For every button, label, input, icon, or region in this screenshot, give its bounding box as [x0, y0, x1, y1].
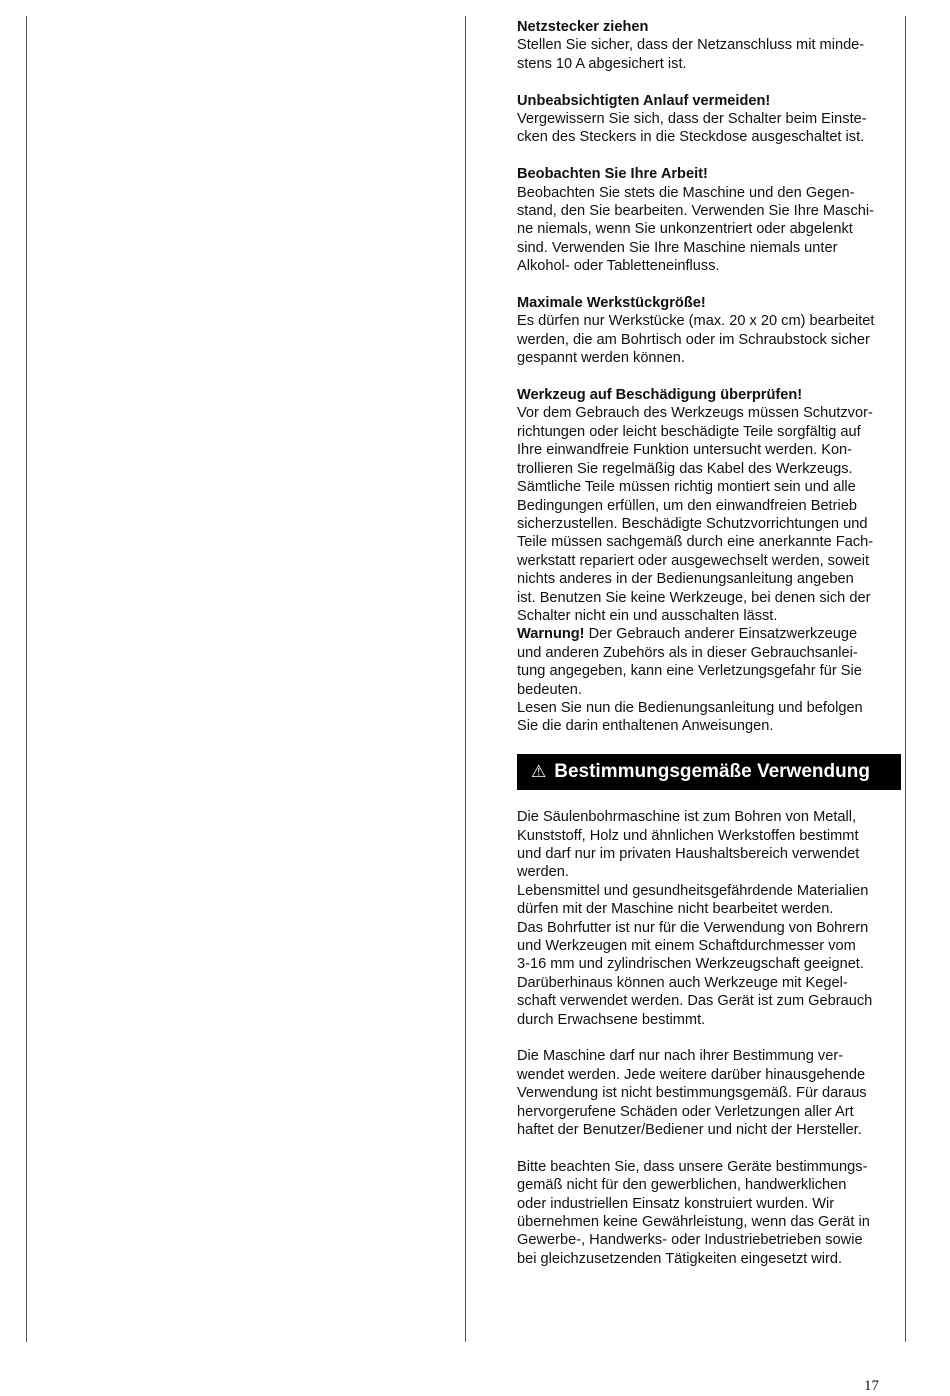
text-line: hervorgerufene Schäden oder Verletzungen aller Art: [517, 1103, 854, 1120]
text-line: werkstatt repariert oder ausgewechselt werden, soweit: [517, 552, 870, 569]
text-line: Bedingungen erfüllen, um den einwandfreien Betrieb: [517, 497, 857, 514]
usage-text: [517, 808, 902, 1029]
text-line: Sie die darin enthaltenen Anweisungen.: [517, 718, 774, 735]
text-line: Es dürfen nur Werkstücke (max. 20 x 20 cm) bearbeitet: [517, 313, 875, 330]
text-line: dürfen mit der Maschine nicht bearbeitet werden.: [517, 901, 834, 918]
text-line: sind. Verwenden Sie Ihre Maschine niemals unter: [517, 239, 838, 256]
text-line: übernehmen keine Gewährleistung, wenn das Gerät in: [517, 1214, 870, 1231]
text-line: Bitte beachten Sie, dass unsere Geräte bestimmungs-: [517, 1158, 868, 1175]
text-line: Gewerbe-, Handwerks- oder Industriebetrieben sowie: [517, 1232, 863, 1249]
text-line: Sämtliche Teile müssen richtig montiert sein und alle: [517, 479, 856, 496]
section-title: Bestimmungsgemäße Verwendung: [554, 760, 870, 782]
right-margin-rule: [905, 16, 906, 1342]
text-line: ne niemals, wenn Sie unkonzentriert oder abgelenkt: [517, 221, 853, 238]
text-line: werden, die am Bohrtisch oder im Schraubstock sicher: [517, 331, 870, 348]
warning-triangle-icon: ⚠: [531, 761, 547, 781]
text-line: Vor dem Gebrauch des Werkzeugs müssen Schutzvor-: [517, 405, 873, 422]
text-line: Beobachten Sie stets die Maschine und den Gegen-: [517, 184, 855, 201]
text-line: Stellen Sie sicher, dass der Netzanschluss mit minde-: [517, 37, 865, 54]
text-line: und anderen Zubehörs als in dieser Gebrauchsanlei-: [517, 644, 858, 661]
safety-block-werkstueck: [517, 294, 902, 368]
safety-heading: Beobachten Sie Ihre Arbeit!: [517, 166, 708, 183]
text-line: bei gleichzusetzenden Tätigkeiten eingesetzt wird.: [517, 1250, 843, 1267]
usage-paragraph-1: [517, 808, 902, 1029]
text-line: Ihre einwandfreie Funktion untersucht werden. Kon-: [517, 442, 853, 459]
text-line: und darf nur im privaten Haushaltsbereich verwendet: [517, 845, 860, 862]
text-line: bedeuten.: [517, 681, 582, 698]
text-line: Vergewissern Sie sich, dass der Schalter beim Einste-: [517, 111, 867, 128]
text-line: cken des Steckers in die Steckdose ausgeschaltet ist.: [517, 129, 865, 146]
text-line: stens 10 A abgesichert ist.: [517, 55, 687, 72]
text-line: Das Bohrfutter ist nur für die Verwendung von Bohrern: [517, 919, 869, 936]
section-title-banner: [517, 754, 901, 790]
text-line: Alkohol- oder Tabletteneinfluss.: [517, 258, 720, 275]
safety-heading: Netzstecker ziehen: [517, 19, 649, 35]
text-line: werden.: [517, 864, 569, 881]
safety-block-werkzeug: [517, 386, 902, 736]
warning-line: [517, 625, 902, 643]
text-line: richtungen oder leicht beschädigte Teile sorgfältig auf: [517, 423, 861, 440]
text-line: Lesen Sie nun die Bedienungsanleitung und befolgen: [517, 699, 863, 716]
page-number: 17: [864, 1378, 879, 1394]
text-line: Darüberhinaus können auch Werkzeuge mit Kegel-: [517, 974, 848, 991]
text-line: Verwendung ist nicht bestimmungsgemäß. Für daraus: [517, 1085, 867, 1102]
text-line: Schalter nicht ein und ausschalten lässt.: [517, 607, 778, 624]
text-line: stand, den Sie bearbeiten. Verwenden Sie Ihre Maschi-: [517, 203, 874, 220]
text-line: Kunststoff, Holz und ähnlichen Werkstoffen bestimmt: [517, 827, 859, 844]
text-line: ist. Benutzen Sie keine Werkzeuge, bei denen sich der: [517, 589, 871, 606]
safety-heading: Maximale Werkstückgröße!: [517, 295, 706, 312]
safety-text: [517, 36, 902, 73]
text-line: Teile müssen sachgemäß durch eine anerkannte Fach-: [517, 534, 874, 551]
safety-text: [517, 404, 902, 735]
safety-heading: Unbeabsichtigten Anlauf vermeiden!: [517, 92, 771, 109]
text-line: wendet werden. Jede weitere darüber hinausgehende: [517, 1066, 866, 1083]
usage-paragraph-2: [517, 1047, 902, 1139]
text-line: gemäß nicht für den gewerblichen, handwerklichen: [517, 1177, 847, 1194]
safety-text: [517, 184, 902, 276]
safety-text: [517, 110, 902, 147]
text-line: durch Erwachsene bestimmt.: [517, 1011, 706, 1028]
safety-text: [517, 312, 902, 367]
text-line: trollieren Sie regelmäßig das Kabel des Werkzeugs.: [517, 460, 853, 477]
right-text-column: [517, 18, 902, 1287]
safety-block-netzstecker: [517, 18, 902, 73]
text-line: 3-16 mm und zylindrischen Werkzeugschaft geeignet.: [517, 956, 864, 973]
safety-heading: Werkzeug auf Beschädigung überprüfen!: [517, 387, 803, 404]
usage-paragraph-3: [517, 1158, 902, 1268]
warning-label: Warnung!: [517, 626, 585, 643]
usage-text: [517, 1047, 902, 1139]
text-line: Der Gebrauch anderer Einsatzwerkzeuge: [584, 626, 858, 643]
text-line: nichts anderes in der Bedienungsanleitung angeben: [517, 571, 854, 588]
text-line: oder industriellen Einsatz konstruiert wurden. Wir: [517, 1195, 835, 1212]
usage-text: [517, 1158, 902, 1268]
text-line: schaft verwendet werden. Das Gerät ist zum Gebrauch: [517, 993, 873, 1010]
left-margin-rule: [26, 16, 27, 1342]
text-line: Die Säulenbohrmaschine ist zum Bohren von Metall,: [517, 809, 857, 826]
text-line: gespannt werden können.: [517, 350, 685, 367]
column-divider-rule: [465, 16, 466, 1342]
text-line: Lebensmittel und gesundheitsgefährdende Materialien: [517, 882, 869, 899]
safety-block-arbeit: [517, 165, 902, 275]
text-line: haftet der Benutzer/Bediener und nicht der Hersteller.: [517, 1122, 862, 1139]
text-line: Die Maschine darf nur nach ihrer Bestimmung ver-: [517, 1048, 844, 1065]
text-line: und Werkzeugen mit einem Schaftdurchmesser vom: [517, 938, 856, 955]
safety-block-anlauf: [517, 92, 902, 147]
text-line: sicherzustellen. Beschädigte Schutzvorrichtungen und: [517, 515, 868, 532]
text-line: tung angegeben, kann eine Verletzungsgefahr für Sie: [517, 663, 862, 680]
